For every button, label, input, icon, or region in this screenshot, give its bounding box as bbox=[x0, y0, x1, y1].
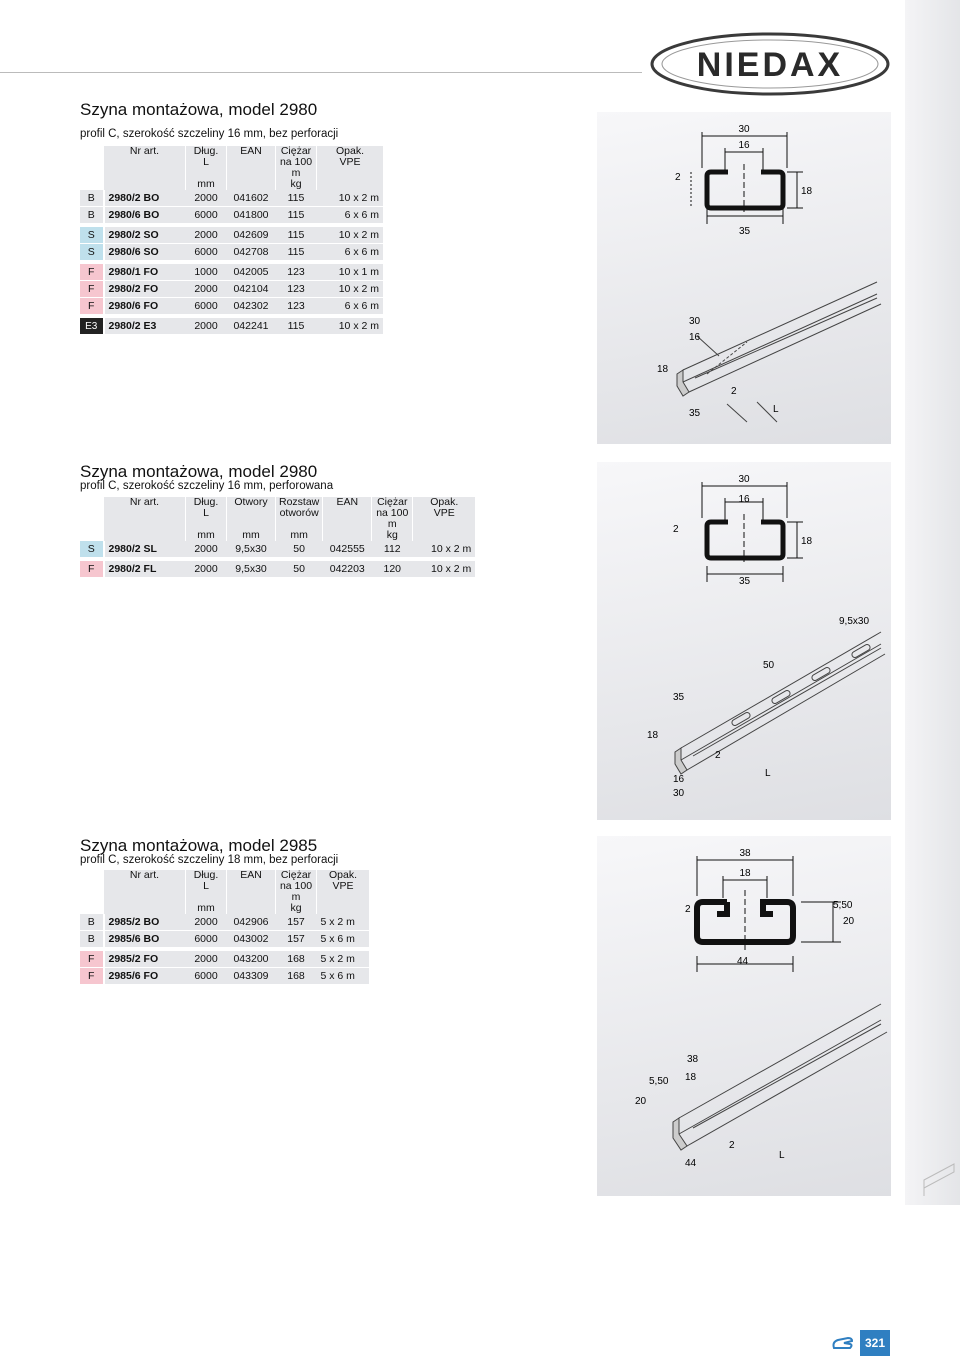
cell-art: 2980/2 BO bbox=[104, 190, 186, 207]
cell-art: 2980/1 FO bbox=[104, 264, 186, 281]
section-3-drawing-panel bbox=[597, 836, 891, 1196]
table-row bbox=[80, 190, 383, 207]
iso-dim-16: 16 bbox=[673, 774, 685, 785]
table-header bbox=[80, 870, 369, 914]
finish-code-badge: F bbox=[80, 281, 104, 298]
col-ciezar-3: m bbox=[291, 167, 301, 179]
dim-18: 18 bbox=[801, 186, 813, 197]
section-3-subtitle: profil C, szerokość szczeliny 18 mm, bez perforacji bbox=[80, 854, 339, 866]
col-opak: Opak. bbox=[335, 145, 364, 157]
iso-dim-30: 30 bbox=[689, 316, 701, 327]
iso-dim-30: 30 bbox=[673, 788, 685, 799]
iso-dim-2: 2 bbox=[731, 386, 737, 397]
col-dlug-unit: mm bbox=[197, 902, 215, 914]
col-rozstaw: Rozstaw bbox=[279, 496, 320, 508]
section-2-drawing-panel bbox=[597, 462, 891, 820]
cell-pack: 10 x 2 m bbox=[317, 190, 384, 207]
cell-len: 6000 bbox=[186, 968, 227, 985]
dim-2: 2 bbox=[673, 524, 679, 535]
finish-code-badge: B bbox=[80, 190, 104, 207]
section-1-table bbox=[80, 146, 383, 335]
cell-pack: 10 x 2 m bbox=[317, 318, 384, 335]
col-dlug: Dług. bbox=[193, 145, 219, 157]
finish-code-badge: F bbox=[80, 298, 104, 315]
cell-ean: 042104 bbox=[227, 281, 276, 298]
finish-code-badge: F bbox=[80, 968, 104, 985]
iso-dim-2: 2 bbox=[715, 750, 721, 761]
cell-ean: 042302 bbox=[227, 298, 276, 315]
col-opak-2: VPE bbox=[332, 880, 354, 892]
cell-pack: 10 x 1 m bbox=[317, 264, 384, 281]
iso-dim-18: 18 bbox=[685, 1072, 697, 1083]
cell-ean: 041800 bbox=[227, 207, 276, 224]
table-row bbox=[80, 227, 383, 244]
cell-weight: 115 bbox=[276, 190, 317, 207]
cell-art: 2985/6 FO bbox=[104, 968, 186, 985]
col-nr-art: Nr art. bbox=[129, 145, 160, 157]
iso-dim-38: 38 bbox=[687, 1054, 699, 1065]
cell-art: 2980/6 BO bbox=[104, 207, 186, 224]
cell-pack: 5 x 2 m bbox=[317, 914, 370, 931]
section-3-table bbox=[80, 870, 369, 985]
iso-dim-5-50: 5,50 bbox=[649, 1076, 669, 1087]
cell-len: 2000 bbox=[186, 227, 227, 244]
col-dlug-unit: mm bbox=[197, 178, 215, 190]
cell-len: 2000 bbox=[186, 190, 227, 207]
col-ean: EAN bbox=[336, 496, 359, 508]
col-ciezar-2: na 100 bbox=[279, 880, 313, 892]
col-dlug-unit: mm bbox=[197, 529, 215, 541]
col-rozstaw-2: otworów bbox=[279, 507, 319, 519]
section-1-subtitle: profil C, szerokość szczeliny 16 mm, bez perforacji bbox=[80, 128, 339, 140]
section-1-title: Szyna montażowa, model 2980 bbox=[80, 100, 318, 119]
iso-dim-l: L bbox=[773, 404, 779, 415]
cell-pack: 10 x 2 m bbox=[317, 227, 384, 244]
side-strip bbox=[905, 0, 960, 1205]
section-1-drawing bbox=[597, 112, 891, 444]
cell-art: 2980/6 SO bbox=[104, 244, 186, 261]
finish-code-badge: S bbox=[80, 541, 104, 558]
dim-35: 35 bbox=[739, 226, 751, 237]
cell-ean: 042609 bbox=[227, 227, 276, 244]
page-number: 321 bbox=[860, 1330, 890, 1356]
iso-dim-44: 44 bbox=[685, 1158, 697, 1169]
col-ciezar-3: m bbox=[387, 518, 397, 530]
col-ciezar: Ciężar bbox=[280, 145, 312, 157]
dim-35: 35 bbox=[739, 576, 751, 587]
cell-len: 2000 bbox=[186, 561, 227, 578]
table-row bbox=[80, 951, 369, 968]
section-2-subtitle: profil C, szerokość szczeliny 16 mm, perforowana bbox=[80, 480, 334, 492]
cell-ean: 042005 bbox=[227, 264, 276, 281]
cell-pack: 6 x 6 m bbox=[317, 207, 384, 224]
cell-weight: 157 bbox=[276, 931, 317, 948]
finish-code-badge: B bbox=[80, 914, 104, 931]
table-row bbox=[80, 931, 369, 948]
cell-art: 2980/2 FO bbox=[104, 281, 186, 298]
dim-2: 2 bbox=[675, 172, 681, 183]
table-row bbox=[80, 281, 383, 298]
finish-code-badge: F bbox=[80, 561, 104, 578]
cell-pack: 5 x 2 m bbox=[317, 951, 370, 968]
col-ciezar-unit: kg bbox=[386, 529, 398, 541]
iso-dim-l: L bbox=[765, 768, 771, 779]
cell-ean: 043309 bbox=[227, 968, 276, 985]
cell-len: 6000 bbox=[186, 298, 227, 315]
cell-weight: 112 bbox=[372, 541, 413, 558]
col-dlug-l: L bbox=[203, 156, 209, 168]
table-row bbox=[80, 541, 475, 558]
table-row bbox=[80, 264, 383, 281]
cell-len: 2000 bbox=[186, 541, 227, 558]
section-3-title: Szyna montażowa, model 2985 bbox=[80, 836, 318, 855]
iso-dim-2: 2 bbox=[729, 1140, 735, 1151]
col-ciezar-2: na 100 bbox=[279, 156, 313, 168]
cell-art: 2985/2 FO bbox=[104, 951, 186, 968]
col-opak-2: VPE bbox=[433, 507, 455, 519]
iso-dim-35: 35 bbox=[673, 692, 685, 703]
cell-pack: 6 x 6 m bbox=[317, 244, 384, 261]
cell-len: 6000 bbox=[186, 931, 227, 948]
cell-art: 2980/2 FL bbox=[104, 561, 186, 578]
cell-ean: 042555 bbox=[323, 541, 372, 558]
cell-pack: 10 x 2 m bbox=[317, 281, 384, 298]
iso-dim-18: 18 bbox=[657, 364, 669, 375]
cell-len: 2000 bbox=[186, 914, 227, 931]
dim-16: 16 bbox=[738, 494, 750, 505]
cell-ean: 042708 bbox=[227, 244, 276, 261]
finish-code-badge: F bbox=[80, 951, 104, 968]
cell-len: 2000 bbox=[186, 281, 227, 298]
cell-weight: 115 bbox=[276, 318, 317, 335]
section-3-drawing bbox=[597, 836, 891, 1196]
table-row bbox=[80, 244, 383, 261]
col-ciezar-unit: kg bbox=[290, 178, 302, 190]
col-ciezar-unit: kg bbox=[290, 902, 302, 914]
cell-weight: 115 bbox=[276, 227, 317, 244]
section-2-title: Szyna montażowa, model 2980 bbox=[80, 462, 318, 481]
dim-38: 38 bbox=[739, 848, 751, 859]
col-ciezar: Ciężar bbox=[377, 496, 408, 508]
hand-pointer-icon bbox=[826, 1330, 860, 1356]
cell-art: 2980/2 E3 bbox=[104, 318, 186, 335]
iso-dim-20: 20 bbox=[635, 1096, 647, 1107]
cell-weight: 123 bbox=[276, 264, 317, 281]
dim-2: 2 bbox=[685, 904, 691, 915]
cell-pack: 10 x 2 m bbox=[413, 541, 476, 558]
cell-art: 2985/6 BO bbox=[104, 931, 186, 948]
iso-dim-l: L bbox=[779, 1150, 785, 1161]
table-header bbox=[80, 146, 383, 190]
finish-code-badge: S bbox=[80, 244, 104, 261]
col-dlug-l: L bbox=[203, 507, 209, 519]
cell-weight: 120 bbox=[372, 561, 413, 578]
cell-ean: 041602 bbox=[227, 190, 276, 207]
col-dlug-l: L bbox=[203, 880, 209, 892]
dim-30: 30 bbox=[738, 124, 750, 135]
col-ean: EAN bbox=[240, 869, 262, 881]
cell-len: 2000 bbox=[186, 318, 227, 335]
iso-dim-50: 50 bbox=[763, 660, 775, 671]
cell-art: 2980/2 SL bbox=[104, 541, 186, 558]
cell-ean: 043200 bbox=[227, 951, 276, 968]
finish-code-badge: S bbox=[80, 227, 104, 244]
cell-len: 1000 bbox=[186, 264, 227, 281]
cell-art: 2985/2 BO bbox=[104, 914, 186, 931]
cell-spacing: 50 bbox=[276, 541, 323, 558]
table-row bbox=[80, 968, 369, 985]
cell-weight: 115 bbox=[276, 244, 317, 261]
iso-dim-16: 16 bbox=[689, 332, 701, 343]
section-2-drawing bbox=[597, 462, 891, 820]
dim-5-50: 5,50 bbox=[833, 900, 853, 911]
cell-pack: 5 x 6 m bbox=[317, 931, 370, 948]
brand-name: NIEDAX bbox=[696, 46, 844, 84]
cell-weight: 123 bbox=[276, 298, 317, 315]
col-rozstaw-unit: mm bbox=[290, 529, 308, 541]
col-ean: EAN bbox=[240, 145, 262, 157]
dim-18: 18 bbox=[739, 868, 751, 879]
niedax-logo bbox=[648, 32, 892, 96]
col-dlug: Dług. bbox=[193, 496, 219, 508]
table-row bbox=[80, 914, 369, 931]
table-row bbox=[80, 298, 383, 315]
cell-pack: 5 x 6 m bbox=[317, 968, 370, 985]
col-nr-art: Nr art. bbox=[129, 869, 160, 881]
cell-ean: 042241 bbox=[227, 318, 276, 335]
cell-weight: 168 bbox=[276, 968, 317, 985]
cell-weight: 168 bbox=[276, 951, 317, 968]
cell-ean: 042203 bbox=[323, 561, 372, 578]
cell-weight: 123 bbox=[276, 281, 317, 298]
cell-len: 6000 bbox=[186, 207, 227, 224]
col-ciezar-2: na 100 bbox=[376, 507, 409, 519]
cell-holes: 9,5x30 bbox=[227, 541, 276, 558]
cell-holes: 9,5x30 bbox=[227, 561, 276, 578]
header-rule bbox=[0, 72, 642, 73]
rail-watermark-icon bbox=[920, 1150, 960, 1200]
finish-code-badge: B bbox=[80, 931, 104, 948]
cell-art: 2980/2 SO bbox=[104, 227, 186, 244]
cell-ean: 042906 bbox=[227, 914, 276, 931]
table-row bbox=[80, 318, 383, 335]
section-1-drawing-panel bbox=[597, 112, 891, 444]
table-row bbox=[80, 561, 475, 578]
col-opak: Opak. bbox=[430, 496, 459, 508]
col-opak-2: VPE bbox=[339, 156, 361, 168]
cell-ean: 043002 bbox=[227, 931, 276, 948]
dim-30: 30 bbox=[738, 474, 750, 485]
cell-len: 2000 bbox=[186, 951, 227, 968]
col-nr-art: Nr art. bbox=[129, 496, 160, 508]
iso-dim-holes: 9,5x30 bbox=[839, 616, 870, 627]
finish-code-badge: E3 bbox=[80, 318, 104, 335]
dim-44: 44 bbox=[737, 956, 749, 967]
section-2-table bbox=[80, 497, 475, 578]
cell-spacing: 50 bbox=[276, 561, 323, 578]
iso-dim-35: 35 bbox=[689, 408, 701, 419]
col-opak: Opak. bbox=[328, 869, 357, 881]
cell-len: 6000 bbox=[186, 244, 227, 261]
col-dlug: Dług. bbox=[193, 869, 219, 881]
cell-pack: 10 x 2 m bbox=[413, 561, 476, 578]
cell-pack: 6 x 6 m bbox=[317, 298, 384, 315]
table-row bbox=[80, 207, 383, 224]
dim-20: 20 bbox=[843, 916, 855, 927]
dim-16: 16 bbox=[738, 140, 750, 151]
col-ciezar-3: m bbox=[291, 891, 301, 903]
cell-art: 2980/6 FO bbox=[104, 298, 186, 315]
iso-dim-18: 18 bbox=[647, 730, 659, 741]
cell-weight: 115 bbox=[276, 207, 317, 224]
dim-18: 18 bbox=[801, 536, 813, 547]
col-otwory-unit: mm bbox=[242, 529, 260, 541]
table-header bbox=[80, 497, 475, 541]
finish-code-badge: F bbox=[80, 264, 104, 281]
cell-weight: 157 bbox=[276, 914, 317, 931]
col-otwory: Otwory bbox=[234, 496, 268, 508]
finish-code-badge: B bbox=[80, 207, 104, 224]
col-ciezar: Ciężar bbox=[280, 869, 312, 881]
